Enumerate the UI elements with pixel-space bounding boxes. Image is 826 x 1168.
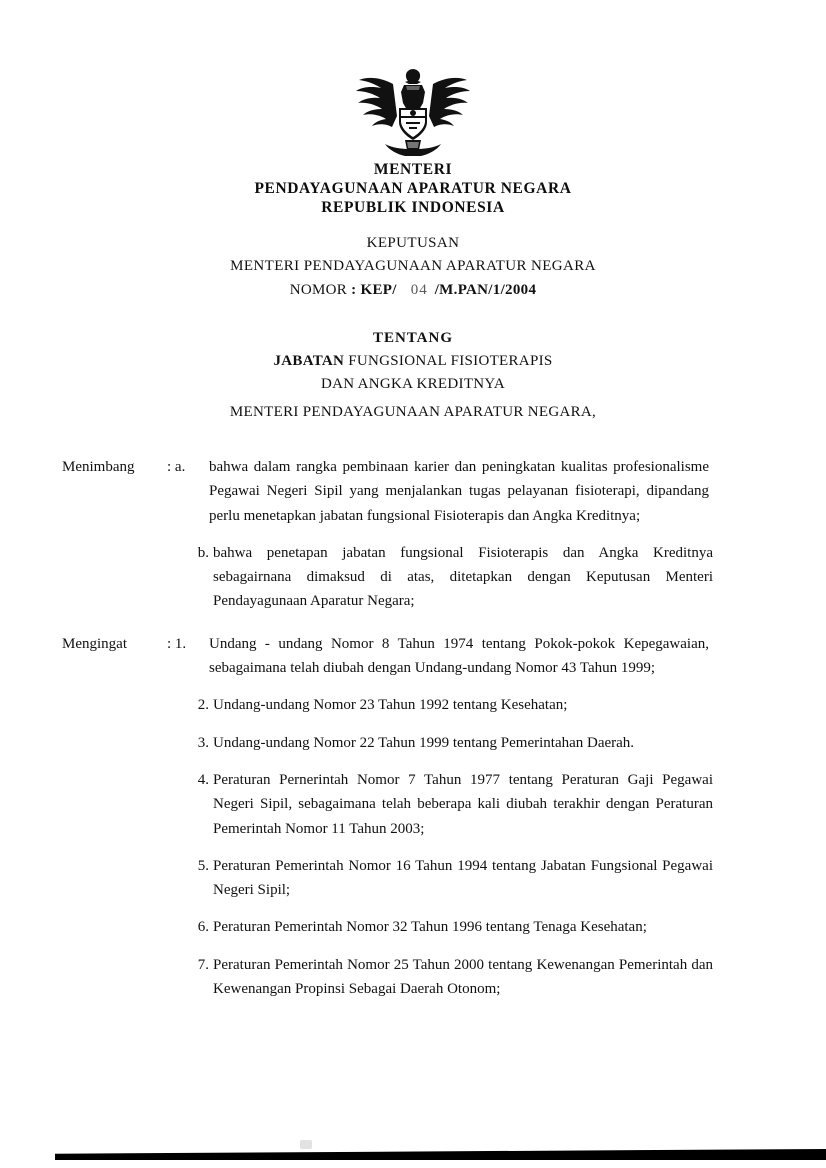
clause-list (0, 455, 826, 1001)
decree-number-value: 04 (410, 281, 428, 298)
clause-text: Peraturan Pemerintah Nomor 16 Tahun 1994 tentang Jabatan Fungsional Pegawai Negeri Sipil; (213, 857, 713, 899)
clause-row (0, 854, 826, 903)
section-label-mengingat: Mengingat (62, 635, 127, 652)
clause-text: Undang - undang Nomor 8 Tahun 1974 tentang Pokok-pokok Kepegawaian, sebagaimana telah diubah dengan Undang-undang Nomor 43 Tahun 1999; (209, 635, 709, 677)
clause-marker: 4. (197, 771, 209, 788)
clause-text: Peraturan Pemerintah Nomor 32 Tahun 1996 tentang Tenaga Kesehatan; (213, 919, 647, 936)
clause-marker: 6. (197, 919, 209, 936)
clause-row (0, 768, 826, 841)
decree-subject-line-1 (0, 350, 826, 373)
decree-number-suffix: /M.PAN/1/2004 (434, 281, 537, 298)
clause-marker: 2. (197, 697, 209, 714)
clause-row (0, 693, 826, 717)
section-menimbang (0, 455, 826, 614)
clause-row (0, 455, 826, 528)
decree-number-prefix: : KEP/ (351, 281, 397, 298)
clause-text: Undang-undang Nomor 22 Tahun 1999 tentang Pemerintahan Daerah. (213, 734, 635, 751)
clause-marker: 7. (197, 956, 209, 973)
clause-text: Peraturan Pernerintah Nomor 7 Tahun 1977 tentang Peraturan Gaji Pegawai Negeri Sipil, sebagaimana telah beberapa kali diubah terakhir dengan Peraturan Pemerintah Nomor 11 Tahun 2003; (213, 771, 713, 837)
clause-text: bahwa dalam rangka pembinaan karier dan peningkatan kualitas profesionalisme Pegawai Negeri Sipil yang menjalankan tugas pelayanan fisioterapi, dipandang perlu menetapkan jabatan fungsional Fisioterapis dan Angka Kreditnya; (209, 459, 709, 524)
letterhead-line-1: MENTERI (373, 161, 453, 178)
subject-rest: FUNGSIONAL FISIOTERAPIS (344, 353, 553, 369)
clause-row (0, 915, 826, 939)
clause-marker: : a. (167, 459, 186, 475)
clause-row (0, 541, 826, 614)
addressee-line: MENTERI PENDAYAGUNAAN APARATUR NEGARA, (229, 404, 597, 420)
clause-marker: 3. (197, 734, 209, 751)
letterhead-line-2: PENDAYAGUNAAN APARATUR NEGARA (254, 179, 572, 197)
clause-text: Undang-undang Nomor 23 Tahun 1992 tentang Kesehatan; (213, 697, 568, 714)
clause-marker: : 1. (167, 635, 187, 652)
clause-text: Peraturan Pemerintah Nomor 25 Tahun 2000 tentang Kewenangan Pemerintah dan Kewenangan Propinsi Sebagai Daerah Otonom; (213, 956, 713, 998)
letterhead-line-3: REPUBLIK INDONESIA (321, 198, 505, 216)
clause-marker: 5. (197, 857, 209, 874)
clause-marker: b. (197, 544, 209, 561)
decree-subject-line-2: DAN ANGKA KREDITNYA (320, 376, 506, 393)
clause-row (0, 632, 826, 681)
clause-row (0, 953, 826, 1002)
decree-number-label: NOMOR (289, 281, 348, 298)
subject-strong-word: JABATAN (273, 353, 345, 369)
garuda-pancasila-emblem (349, 58, 477, 156)
decree-keyword: KEPUTUSAN (366, 235, 460, 251)
clause-row (0, 731, 826, 755)
title-block (0, 232, 826, 397)
scan-edge-artifact (55, 1148, 826, 1160)
decree-number-line (0, 279, 826, 302)
tentang-heading: TENTANG (372, 329, 454, 346)
letterhead (0, 58, 826, 218)
section-mengingat (0, 632, 826, 1002)
clause-text: bahwa penetapan jabatan fungsional Fisioterapis dan Angka Kreditnya sebagairnana dimaksud di atas, ditetapkan dengan Keputusan Menteri Pendayagunaan Aparatur Negara; (213, 544, 713, 610)
scan-smudge-artifact (300, 1140, 312, 1149)
section-label-menimbang: Menimbang (62, 459, 135, 475)
decree-institution: MENTERI PENDAYAGUNAAN APARATUR NEGARA (230, 258, 596, 275)
